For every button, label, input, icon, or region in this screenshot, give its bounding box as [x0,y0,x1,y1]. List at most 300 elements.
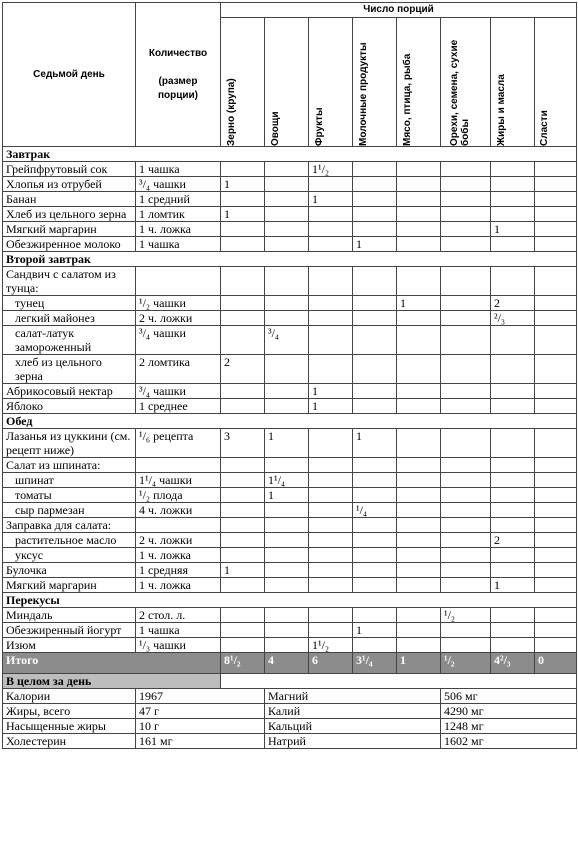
food-name: тунец [3,296,136,311]
total-row [3,653,577,674]
food-quantity: 1 ч. ложка [136,548,221,563]
serving-value [441,399,491,414]
serving-value [353,458,397,473]
serving-value [265,384,309,399]
serving-value [441,162,491,177]
section-title: Второй завтрак [3,252,577,267]
serving-value [265,267,309,296]
serving-value [491,548,535,563]
section-row [3,593,577,608]
nutrient-name: Жиры, всего [3,704,136,719]
total-value: ¹/₂ [441,653,491,674]
table-row [3,207,577,222]
serving-value [353,533,397,548]
serving-value [397,399,441,414]
serving-value [309,311,353,326]
food-quantity [136,267,221,296]
serving-value [441,192,491,207]
serving-value [397,638,441,653]
serving-value [265,207,309,222]
nutrition-table [2,2,577,749]
food-name: легкий майонез [3,311,136,326]
table-row [3,192,577,207]
serving-value [535,548,577,563]
food-quantity: 1 средняя [136,563,221,578]
serving-value [397,563,441,578]
day-summary-row [3,689,577,704]
serving-value [535,192,577,207]
nutrient-name: Кальций [265,719,441,734]
serving-value: 1 [221,563,265,578]
serving-value [353,488,397,503]
serving-value [535,533,577,548]
serving-value [535,355,577,384]
food-quantity: ¹/₃ чашки [136,638,221,653]
day-summary-title-fill [221,674,577,689]
nutrient-name: Натрий [265,734,441,749]
day-summary-title-row [3,674,577,689]
serving-value [221,638,265,653]
serving-value [491,267,535,296]
serving-value [265,458,309,473]
food-quantity: 1 чашка [136,237,221,252]
header-day: Седьмой день [3,3,136,147]
serving-value [441,384,491,399]
total-value: 4 [265,653,309,674]
header-group-label: Молочные продукты [357,42,369,146]
serving-value [309,296,353,311]
serving-value [265,237,309,252]
serving-value [441,429,491,458]
serving-value [309,578,353,593]
serving-value [441,311,491,326]
table-row [3,533,577,548]
serving-value [441,267,491,296]
serving-value: 1 [221,207,265,222]
serving-value [221,326,265,355]
serving-value [353,222,397,237]
serving-value [353,608,397,623]
serving-value [441,548,491,563]
food-name: Изюм [3,638,136,653]
serving-value [221,488,265,503]
serving-value [353,399,397,414]
header-group-label: Овощи [269,111,281,146]
serving-value [397,458,441,473]
food-name: Банан [3,192,136,207]
serving-value [397,429,441,458]
serving-value [441,623,491,638]
header-group-1 [265,18,309,147]
serving-value [535,578,577,593]
serving-value [265,563,309,578]
serving-value [441,503,491,518]
nutrient-value: 1248 мг [441,719,577,734]
serving-value [535,488,577,503]
serving-value [397,207,441,222]
serving-value [265,355,309,384]
serving-value [397,267,441,296]
nutrient-name: Калий [265,704,441,719]
serving-value [353,473,397,488]
serving-value [265,638,309,653]
section-row [3,147,577,162]
serving-value: 1 [353,429,397,458]
table-row [3,296,577,311]
food-name: Абрикосовый нектар [3,384,136,399]
table-row [3,608,577,623]
serving-value: ²/₃ [491,311,535,326]
serving-value [535,267,577,296]
serving-value [309,533,353,548]
food-name: Булочка [3,563,136,578]
serving-value [221,623,265,638]
header-group-label: Орехи, семена, сухие бобы [448,39,471,146]
table-row [3,578,577,593]
table-row [3,548,577,563]
serving-value [309,503,353,518]
table-row [3,623,577,638]
serving-value [491,355,535,384]
serving-value: 1¹/₄ [265,473,309,488]
serving-value [491,429,535,458]
serving-value [353,162,397,177]
serving-value [265,533,309,548]
serving-value [353,638,397,653]
day-summary-row [3,719,577,734]
food-name: Обезжиренное молоко [3,237,136,252]
serving-value: 1 [353,623,397,638]
serving-value [221,503,265,518]
nutrient-value: 1602 мг [441,734,577,749]
serving-value [221,518,265,533]
serving-value [491,458,535,473]
serving-value [441,638,491,653]
serving-value [265,192,309,207]
serving-value [309,473,353,488]
food-quantity: 1 ч. ложка [136,578,221,593]
food-name: Салат из шпината: [3,458,136,473]
serving-value [441,237,491,252]
serving-value [309,355,353,384]
serving-value: 1 [491,578,535,593]
serving-value [221,578,265,593]
food-name: уксус [3,548,136,563]
serving-value [309,548,353,563]
serving-value [535,518,577,533]
food-quantity: 2 ч. ложки [136,533,221,548]
serving-value [441,326,491,355]
serving-value [265,608,309,623]
serving-value [491,503,535,518]
serving-value [441,177,491,192]
nutrient-name: Магний [265,689,441,704]
serving-value [491,237,535,252]
header-group-label: Фрукты [313,107,325,146]
serving-value: 2 [221,355,265,384]
serving-value [309,518,353,533]
serving-value [221,473,265,488]
food-quantity [136,518,221,533]
serving-value: 1¹/₂ [309,638,353,653]
serving-value [535,207,577,222]
total-label: Итого [3,653,221,674]
serving-value [535,429,577,458]
serving-value: 2 [491,533,535,548]
serving-value [265,548,309,563]
food-name: Лазанья из цуккини (см. рецепт ниже) [3,429,136,458]
section-row [3,252,577,267]
nutrient-value: 10 г [136,719,265,734]
section-row [3,414,577,429]
serving-value [309,207,353,222]
serving-value: 1 [309,399,353,414]
serving-value: ¹/₄ [353,503,397,518]
serving-value [397,384,441,399]
total-value: 1 [397,653,441,674]
food-quantity: 1 средний [136,192,221,207]
serving-value [265,162,309,177]
serving-value: 1 [309,384,353,399]
serving-value [309,429,353,458]
serving-value [265,311,309,326]
header-group-7 [535,18,577,147]
serving-value [265,623,309,638]
serving-value [397,608,441,623]
total-value: 4²/₃ [491,653,535,674]
serving-value [397,578,441,593]
serving-value [221,399,265,414]
serving-value [309,177,353,192]
table-row [3,237,577,252]
total-value: 8¹/₂ [221,653,265,674]
serving-value [491,623,535,638]
food-quantity: 1 ломтик [136,207,221,222]
serving-value [441,458,491,473]
serving-value [535,638,577,653]
food-quantity: ³/₄ чашки [136,384,221,399]
serving-value [491,207,535,222]
food-name: томаты [3,488,136,503]
day-summary-row [3,734,577,749]
serving-value [353,177,397,192]
serving-value [441,578,491,593]
serving-value [535,608,577,623]
table-row [3,267,577,296]
food-name: салат-латук замороженный [3,326,136,355]
header-group-label: Сласти [538,110,550,146]
food-name: Обезжиренный йогурт [3,623,136,638]
nutrient-value: 506 мг [441,689,577,704]
total-value: 6 [309,653,353,674]
food-quantity: ¹/₆ рецепта [136,429,221,458]
serving-value [353,355,397,384]
food-quantity: 1¹/₄ чашки [136,473,221,488]
header-servings: Число порций [221,3,577,18]
serving-value [441,222,491,237]
serving-value [535,563,577,578]
serving-value [535,503,577,518]
nutrient-name: Калории [3,689,136,704]
serving-value [353,267,397,296]
serving-value [397,503,441,518]
serving-value [353,296,397,311]
serving-value [491,384,535,399]
serving-value [535,311,577,326]
nutrient-name: Холестерин [3,734,136,749]
serving-value [441,296,491,311]
serving-value [353,518,397,533]
serving-value [309,237,353,252]
serving-value [353,563,397,578]
serving-value [265,222,309,237]
serving-value [353,192,397,207]
serving-value [397,473,441,488]
header-quantity: Количество (размер порции) [136,3,221,147]
serving-value [535,623,577,638]
food-quantity: 2 стол. л. [136,608,221,623]
serving-value [441,533,491,548]
table-row [3,222,577,237]
serving-value: 1 [353,237,397,252]
serving-value [353,311,397,326]
section-title: Обед [3,414,577,429]
serving-value [265,177,309,192]
food-quantity: 1 среднее [136,399,221,414]
serving-value [397,311,441,326]
serving-value [309,458,353,473]
table-row [3,638,577,653]
food-name: Сандвич с салатом из тунца: [3,267,136,296]
serving-value [397,222,441,237]
header-group-label: Зерно (крупа) [225,78,237,146]
serving-value [441,563,491,578]
serving-value [491,177,535,192]
serving-value: 1 [265,429,309,458]
day-summary-row [3,704,577,719]
serving-value [491,326,535,355]
header-group-label: Мясо, птица, рыба [401,53,413,146]
serving-value [491,399,535,414]
header-group-4 [397,18,441,147]
table-row [3,488,577,503]
serving-value [221,222,265,237]
table-body [3,147,577,749]
serving-value [535,458,577,473]
serving-value: ¹/₂ [441,608,491,623]
serving-value [397,533,441,548]
serving-value [441,473,491,488]
day-summary-title: В целом за день [3,674,221,689]
table-header [3,3,577,147]
food-name: Мягкий маргарин [3,222,136,237]
food-name: Хлопья из отрубей [3,177,136,192]
serving-value [491,488,535,503]
serving-value [535,473,577,488]
serving-value: 1 [491,222,535,237]
section-title: Перекусы [3,593,577,608]
serving-value [441,355,491,384]
serving-value [309,623,353,638]
food-quantity [136,458,221,473]
serving-value [309,488,353,503]
serving-value [221,237,265,252]
serving-value [221,548,265,563]
serving-value [441,488,491,503]
serving-value: 2 [491,296,535,311]
header-group-label: Жиры и масла [495,74,507,146]
table-row [3,384,577,399]
serving-value [397,518,441,533]
serving-value [221,267,265,296]
header-group-3 [353,18,397,147]
serving-value [309,563,353,578]
section-title: Завтрак [3,147,577,162]
table-row [3,399,577,414]
serving-value [221,384,265,399]
table-row [3,355,577,384]
serving-value [535,326,577,355]
serving-value [491,563,535,578]
serving-value [265,503,309,518]
serving-value [265,399,309,414]
serving-value: 1 [221,177,265,192]
food-name: Заправка для салата: [3,518,136,533]
nutrient-value: 47 г [136,704,265,719]
food-name: шпинат [3,473,136,488]
serving-value: 1 [265,488,309,503]
serving-value [535,384,577,399]
serving-value [491,518,535,533]
table-row [3,311,577,326]
serving-value [535,222,577,237]
food-quantity: ³/₄ чашки [136,326,221,355]
food-name: Миндаль [3,608,136,623]
serving-value [221,608,265,623]
serving-value [221,533,265,548]
serving-value [397,355,441,384]
serving-value [491,162,535,177]
table-row [3,503,577,518]
header-group-6 [491,18,535,147]
serving-value [397,192,441,207]
serving-value [221,458,265,473]
serving-value [535,237,577,252]
table-row [3,429,577,458]
food-quantity: 2 ч. ложки [136,311,221,326]
serving-value [397,177,441,192]
serving-value [353,548,397,563]
serving-value [353,326,397,355]
table-row [3,326,577,355]
food-quantity: ¹/₂ чашки [136,296,221,311]
table-row [3,563,577,578]
header-group-0 [221,18,265,147]
food-quantity: ¹/₂ плода [136,488,221,503]
food-quantity: 4 ч. ложки [136,503,221,518]
serving-value [441,518,491,533]
serving-value: 1 [397,296,441,311]
total-value: 0 [535,653,577,674]
serving-value [491,192,535,207]
serving-value [353,207,397,222]
table-row [3,162,577,177]
serving-value: 3 [221,429,265,458]
serving-value [353,578,397,593]
table-row [3,458,577,473]
food-quantity: 1 чашка [136,162,221,177]
serving-value [221,162,265,177]
